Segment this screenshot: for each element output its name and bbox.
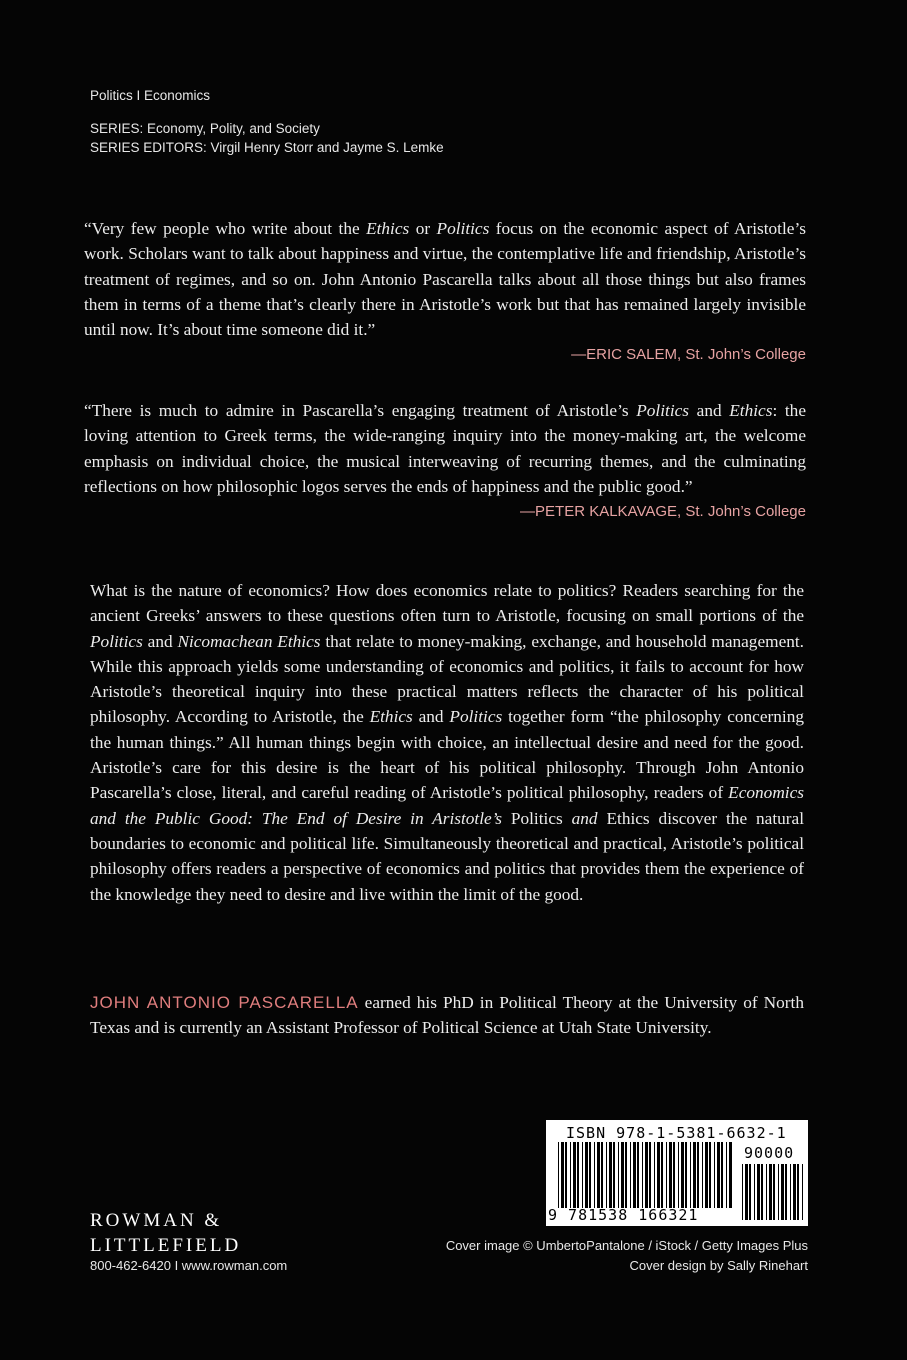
description-italic: Politics: [90, 631, 143, 651]
quote-italic: Politics: [436, 219, 490, 238]
quote-text: : the loving attention to Greek terms, the wide-ranging inquiry into the money-making art, the welcome emphasis on individual choice, the musical interweaving of recurring themes, and the culminating reflections on how philosophic logos serves the ends of happiness and the public good.”: [84, 401, 806, 496]
quote-italic: Ethics: [729, 401, 773, 420]
quote-attribution: —PETER KALKAVAGE, St. John’s College: [520, 503, 806, 521]
barcode-bar: [781, 1164, 784, 1220]
endorsement-quote-salem: [84, 216, 806, 368]
description-italic: and: [571, 808, 598, 828]
description-text: together form “the philosophy concerning the human things.” All human things begin with choice, an intellectual desire and need for the good. Aristotle’s care for this desire is the heart of his political philosophy. Through John Antonio Pascarella’s close, literal, and careful reading of Aristotle’s political philosophy, readers of: [90, 707, 804, 803]
description-italic: Nicomachean Ethics: [177, 631, 321, 651]
barcode-bar: [585, 1142, 588, 1208]
isbn-barcode: [546, 1120, 808, 1226]
editors-line: [90, 138, 444, 157]
barcode-bar: [594, 1142, 595, 1208]
barcode-bar: [773, 1164, 775, 1220]
barcode-bar: [625, 1142, 627, 1208]
barcode-bar: [601, 1142, 603, 1208]
quote-text: or: [409, 219, 437, 238]
barcode-bar: [609, 1142, 612, 1208]
barcode-bar: [721, 1142, 723, 1208]
barcode-bar: [657, 1142, 660, 1208]
barcode-bar: [606, 1142, 607, 1208]
barcode-bar: [597, 1142, 600, 1208]
barcode-bar: [766, 1164, 767, 1220]
publisher-logo-line1: ROWMAN &: [90, 1210, 223, 1231]
barcode-bar: [761, 1164, 763, 1220]
publisher-logo-line2: LITTLEFIELD: [90, 1235, 242, 1256]
series-label: SERIES:: [90, 121, 144, 136]
series-value: Economy, Polity, and Society: [147, 121, 320, 136]
description-text: and: [142, 631, 178, 651]
description-text: Ethics discover the natural boundaries to economic and political life. Simultaneously theoretical and practical, Aristotle’s political philosophy offers readers a perspective of economics and politics that provides them the experience of the knowledge they need to desire and live within the limit of the good.: [90, 808, 805, 904]
cover-credits: [446, 1236, 808, 1276]
barcode-bar: [613, 1142, 615, 1208]
barcode-bar: [645, 1142, 648, 1208]
description-text: and: [412, 707, 450, 727]
barcode-bar: [589, 1142, 591, 1208]
quote-text: “Very few people who write about the: [84, 219, 367, 238]
barcode-bar: [717, 1142, 720, 1208]
barcode-bar: [637, 1142, 639, 1208]
barcode-bar: [669, 1142, 672, 1208]
barcode-bar: [666, 1142, 667, 1208]
quote-italic: Ethics: [366, 219, 410, 238]
barcode-bar: [802, 1164, 803, 1220]
barcode-bar: [673, 1142, 675, 1208]
image-credit: Cover image © UmbertoPantalone / iStock / Getty Images Plus: [445, 1238, 808, 1253]
publisher-contact: 800-462-6420 I www.rowman.com: [90, 1258, 288, 1273]
barcode-bar: [797, 1164, 799, 1220]
book-description: [90, 578, 804, 907]
description-text: What is the nature of economics? How does economics relate to politics? Readers searching for the ancient Greeks’ answers to these questions often turn to Aristotle, focusing on small portions of the: [90, 581, 804, 626]
price-code: 90000: [744, 1144, 795, 1162]
editors-label: SERIES EDITORS:: [90, 140, 207, 155]
barcode-bar: [678, 1142, 679, 1208]
bio-text: earned his PhD in Political Theory at the University of North Texas and is currently an Assistant Professor of Political Science at Utah State University.: [90, 993, 804, 1038]
barcode-bar: [769, 1164, 772, 1220]
header-meta: [90, 86, 444, 157]
barcode-bar: [681, 1142, 684, 1208]
description-italic: Ethics: [369, 707, 413, 727]
barcode-bar: [729, 1142, 732, 1208]
ean-number: 9 781538 166321: [548, 1206, 699, 1224]
quote-italic: Politics: [636, 401, 690, 420]
barcode-bar: [745, 1164, 748, 1220]
author-bio: [90, 990, 804, 1041]
barcode-bar: [630, 1142, 631, 1208]
description-text: that relate to money-making, exchange, and household management. While this approach yields some understanding of economics and politics, it fails to account for how Aristotle’s theoretical inquiry into these practical matters reflects the character of his political philosophy. According to Aristotle, the: [90, 631, 804, 727]
barcode-bar: [621, 1142, 624, 1208]
barcode-bar: [565, 1142, 567, 1208]
design-credit: Cover design by Sally Rinehart: [629, 1258, 808, 1273]
barcode-bar: [577, 1142, 579, 1208]
barcode-bar: [573, 1142, 576, 1208]
barcode-bar: [697, 1142, 699, 1208]
category-line: Politics I Economics: [90, 88, 211, 103]
barcode-bar: [618, 1142, 619, 1208]
quote-text: and: [689, 401, 730, 420]
barcode-bar: [785, 1164, 787, 1220]
editors-value: Virgil Henry Storr and Jayme S. Lemke: [210, 140, 444, 155]
description-text: Politics: [501, 808, 572, 828]
barcode-bar: [690, 1142, 691, 1208]
quote-text: focus on the economic aspect of Aristotle’s work. Scholars want to talk about happiness and virtue, the contemplative life and friendship, Aristotle’s treatment of regimes, and so on. John Antonio Pascarella talks about all those things but also frames them in terms of a theme that’s clearly there in Aristotle’s work but that has remained largely invisible until now. It’s about time someone did it.”: [84, 219, 806, 340]
isbn-number: ISBN 978-1-5381-6632-1: [566, 1124, 787, 1142]
barcode-bar: [757, 1164, 760, 1220]
barcode-bar: [726, 1142, 727, 1208]
barcode-bar: [749, 1164, 751, 1220]
barcode-bar: [642, 1142, 643, 1208]
barcode-bar: [693, 1142, 696, 1208]
barcode-bar: [558, 1142, 559, 1208]
endorsement-quote-kalkavage: [84, 398, 806, 524]
barcode-bar: [742, 1164, 743, 1220]
barcode-bar: [685, 1142, 687, 1208]
quote-text: “There is much to admire in Pascarella’s engaging treatment of Aristotle’s: [84, 401, 637, 420]
description-italic: Politics: [449, 707, 503, 727]
barcode-bar: [661, 1142, 663, 1208]
quote-attribution: —ERIC SALEM, St. John’s College: [571, 346, 806, 364]
barcode-bar: [633, 1142, 636, 1208]
barcode-bar: [649, 1142, 651, 1208]
description-italic: Economics and the Public Good: The End of Desire in Aristotle’s: [90, 783, 804, 828]
barcode-bar: [570, 1142, 571, 1208]
barcode-bar: [714, 1142, 715, 1208]
barcode-bar: [709, 1142, 711, 1208]
barcode-bar: [582, 1142, 583, 1208]
barcode-bar: [778, 1164, 779, 1220]
barcode-bar: [705, 1142, 708, 1208]
barcode-bar: [654, 1142, 655, 1208]
author-name: JOHN ANTONIO PASCARELLA: [90, 993, 359, 1012]
publisher-logo: [90, 1208, 241, 1258]
barcode-bar: [793, 1164, 796, 1220]
barcode-bar: [790, 1164, 791, 1220]
barcode-bar: [754, 1164, 755, 1220]
series-line: [90, 119, 444, 138]
barcode-bar: [702, 1142, 703, 1208]
barcode-bar: [561, 1142, 564, 1208]
